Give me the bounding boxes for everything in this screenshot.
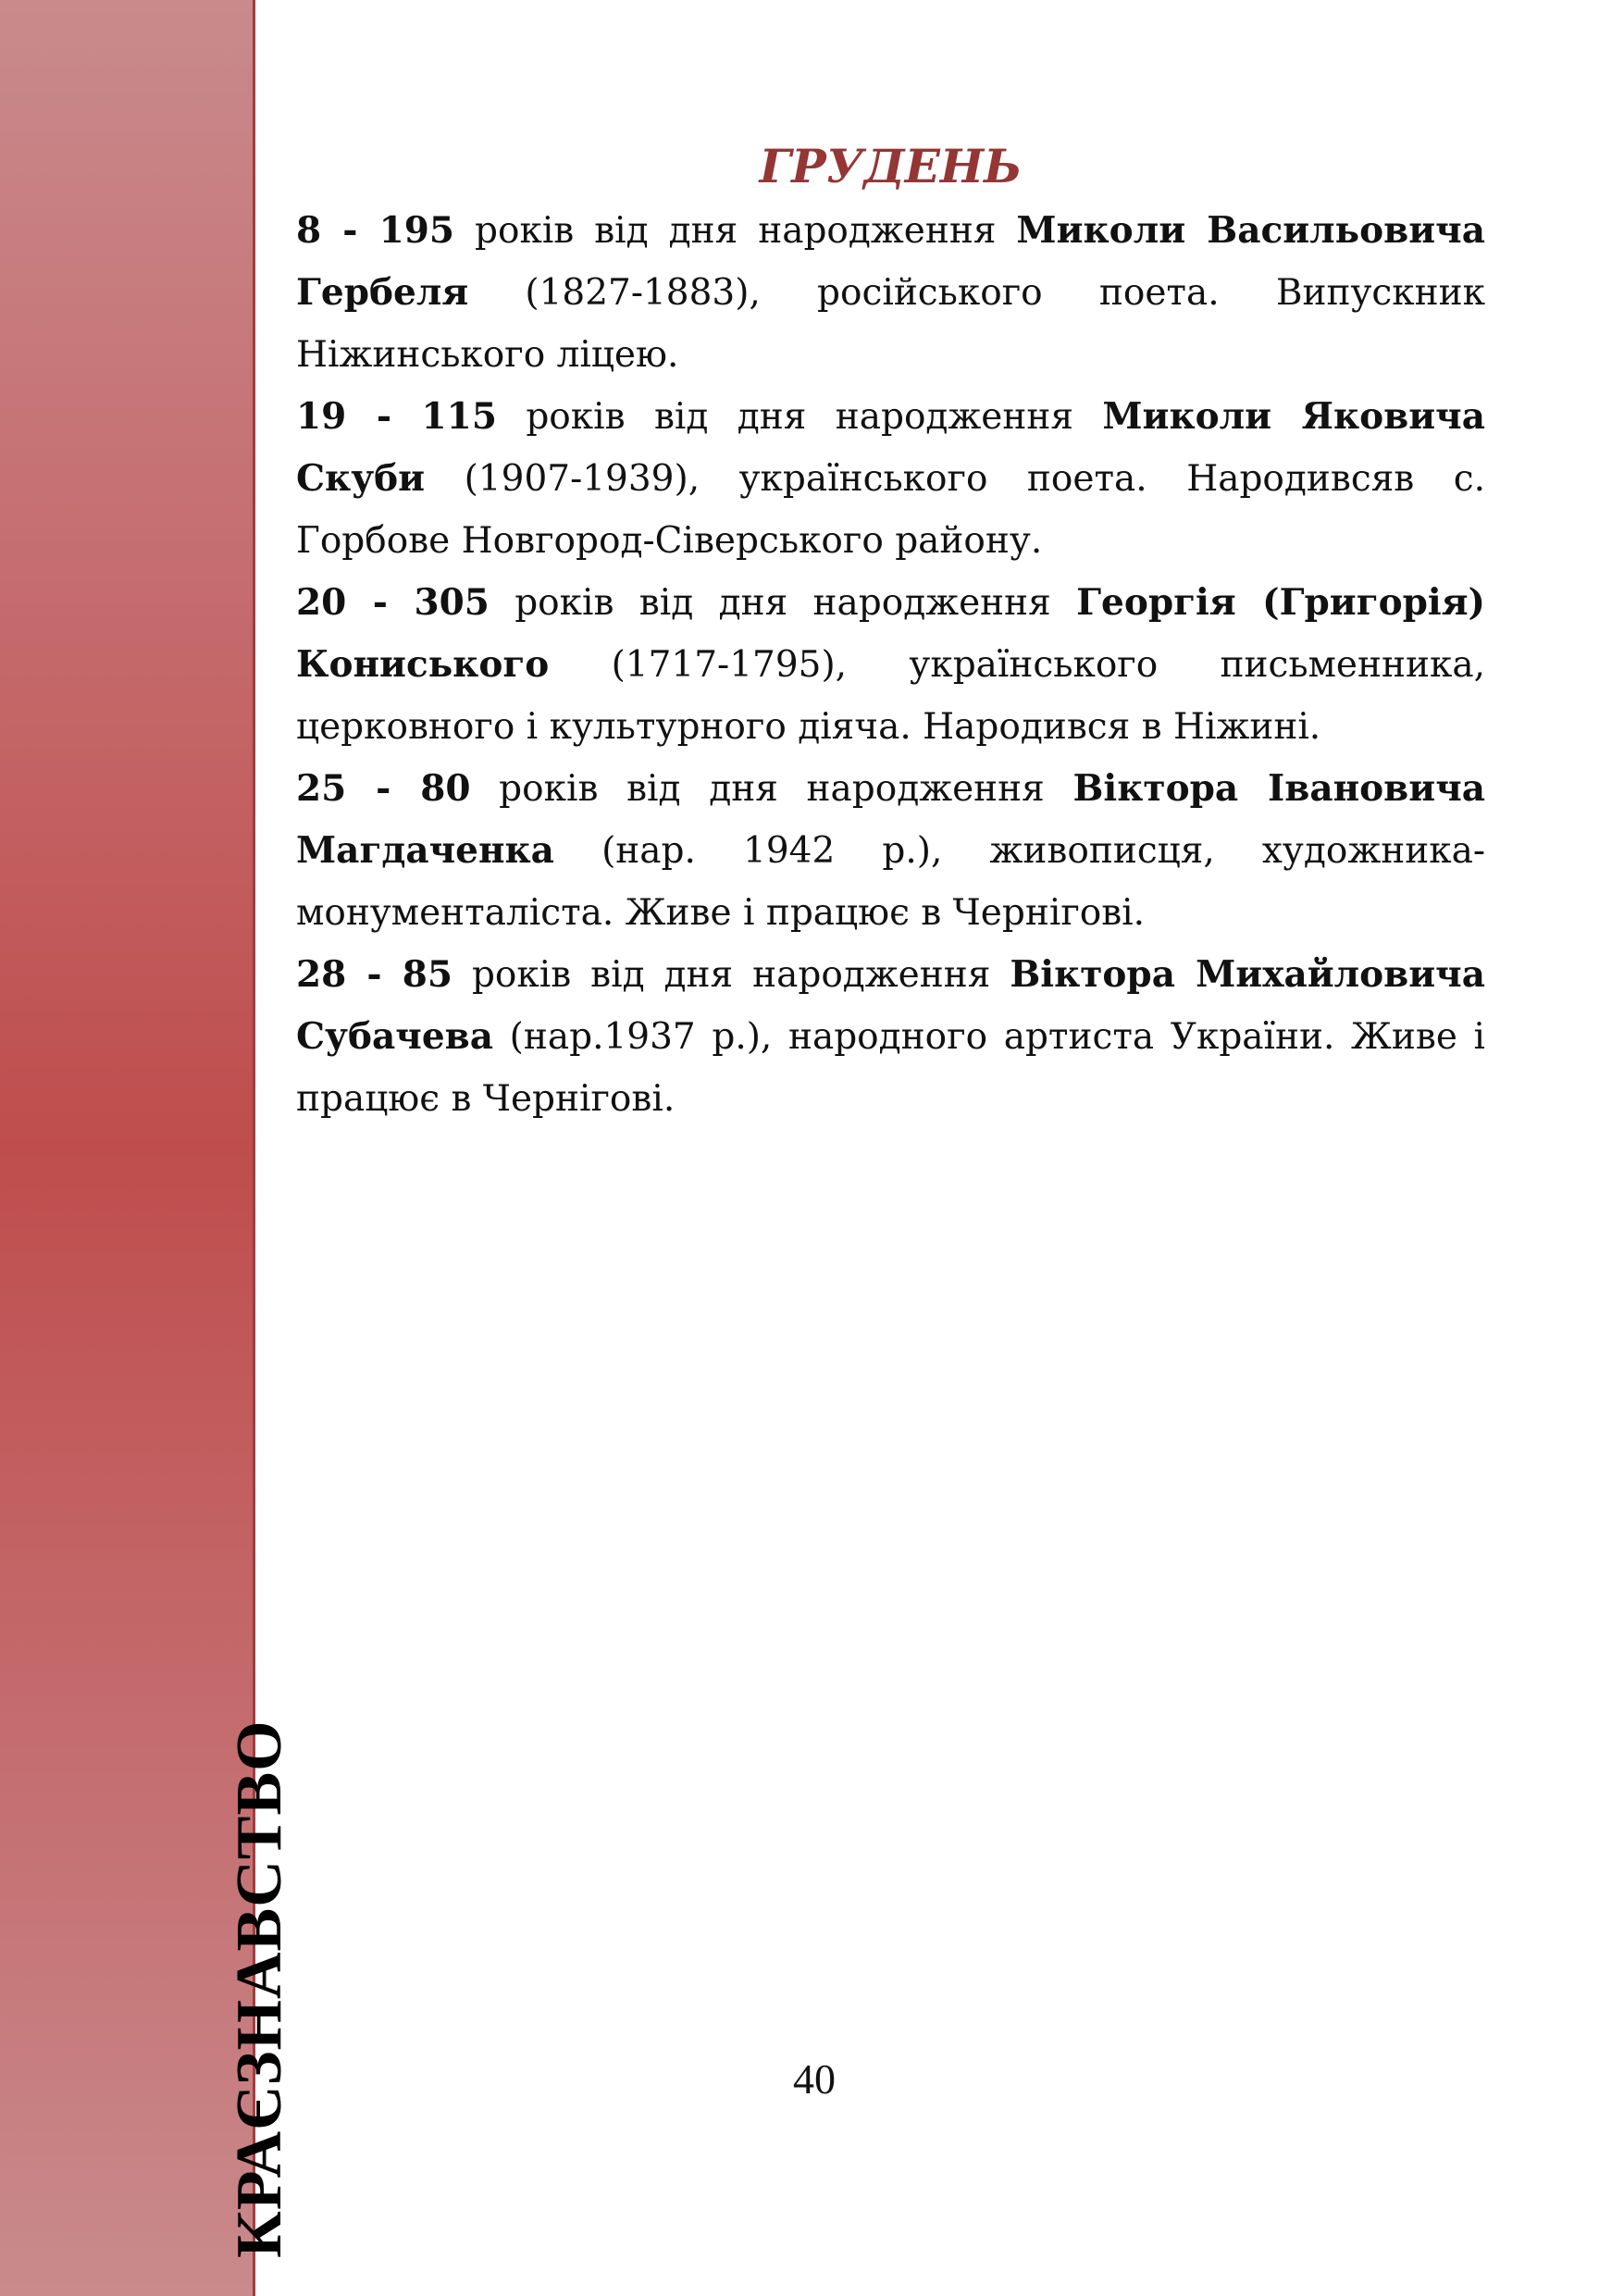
entry-date: 8 - 195 — [296, 209, 455, 252]
entry-date: 25 - 80 — [296, 767, 471, 810]
entry — [296, 944, 1485, 1130]
entry-date: 20 - 305 — [296, 581, 490, 624]
entry-text: (нар.1937 р.), народного артиста України. Живе і працює в Чернігові. — [296, 1016, 1485, 1120]
entry-text: (1907-1939), українського поета. Народивсяв с. Горбове Новгород-Сіверського району. — [296, 458, 1485, 562]
entry — [296, 200, 1485, 386]
entry-text: років від дня народження — [452, 954, 1010, 996]
entry — [296, 758, 1485, 944]
section-label: КРАЄЗНАВСТВО — [224, 1719, 295, 2258]
entry-date: 28 - 85 — [296, 953, 452, 996]
entry-text: (нар. 1942 р.), живописця, художника-монументаліста. Живе і працює в Чернігові. — [296, 830, 1485, 934]
entry-text: років від дня народження — [470, 768, 1073, 810]
page-number: 40 — [793, 2055, 836, 2103]
entry-text: років від дня народження — [489, 582, 1077, 624]
entry-person: Віктора Івановича Магдаченка — [296, 767, 1486, 872]
entries-list — [296, 200, 1485, 1130]
entry-person: Миколи Васильовича Гербеля — [296, 209, 1485, 314]
entry-date: 19 - 115 — [296, 395, 497, 438]
entry — [296, 386, 1485, 572]
entry-text: років від дня народження — [496, 396, 1103, 438]
entry-text: (1827-1883), російського поета. Випускник Ніжинського ліцею. — [296, 272, 1485, 376]
month-title: ГРУДЕНЬ — [759, 139, 1023, 193]
entry-text: (1717-1795), українського письменника, церковного і культурного діяча. Народився в Ніжині. — [296, 644, 1485, 748]
side-band — [0, 0, 295, 2296]
entry — [296, 572, 1485, 758]
entry-person: Віктора Михайловича Субачева — [296, 953, 1485, 1058]
entry-person: Георгія (Григорія) Кониського — [296, 581, 1485, 686]
entry-text: років від дня народження — [454, 210, 1017, 252]
entry-person: Миколи Яковича Скуби — [296, 395, 1485, 500]
